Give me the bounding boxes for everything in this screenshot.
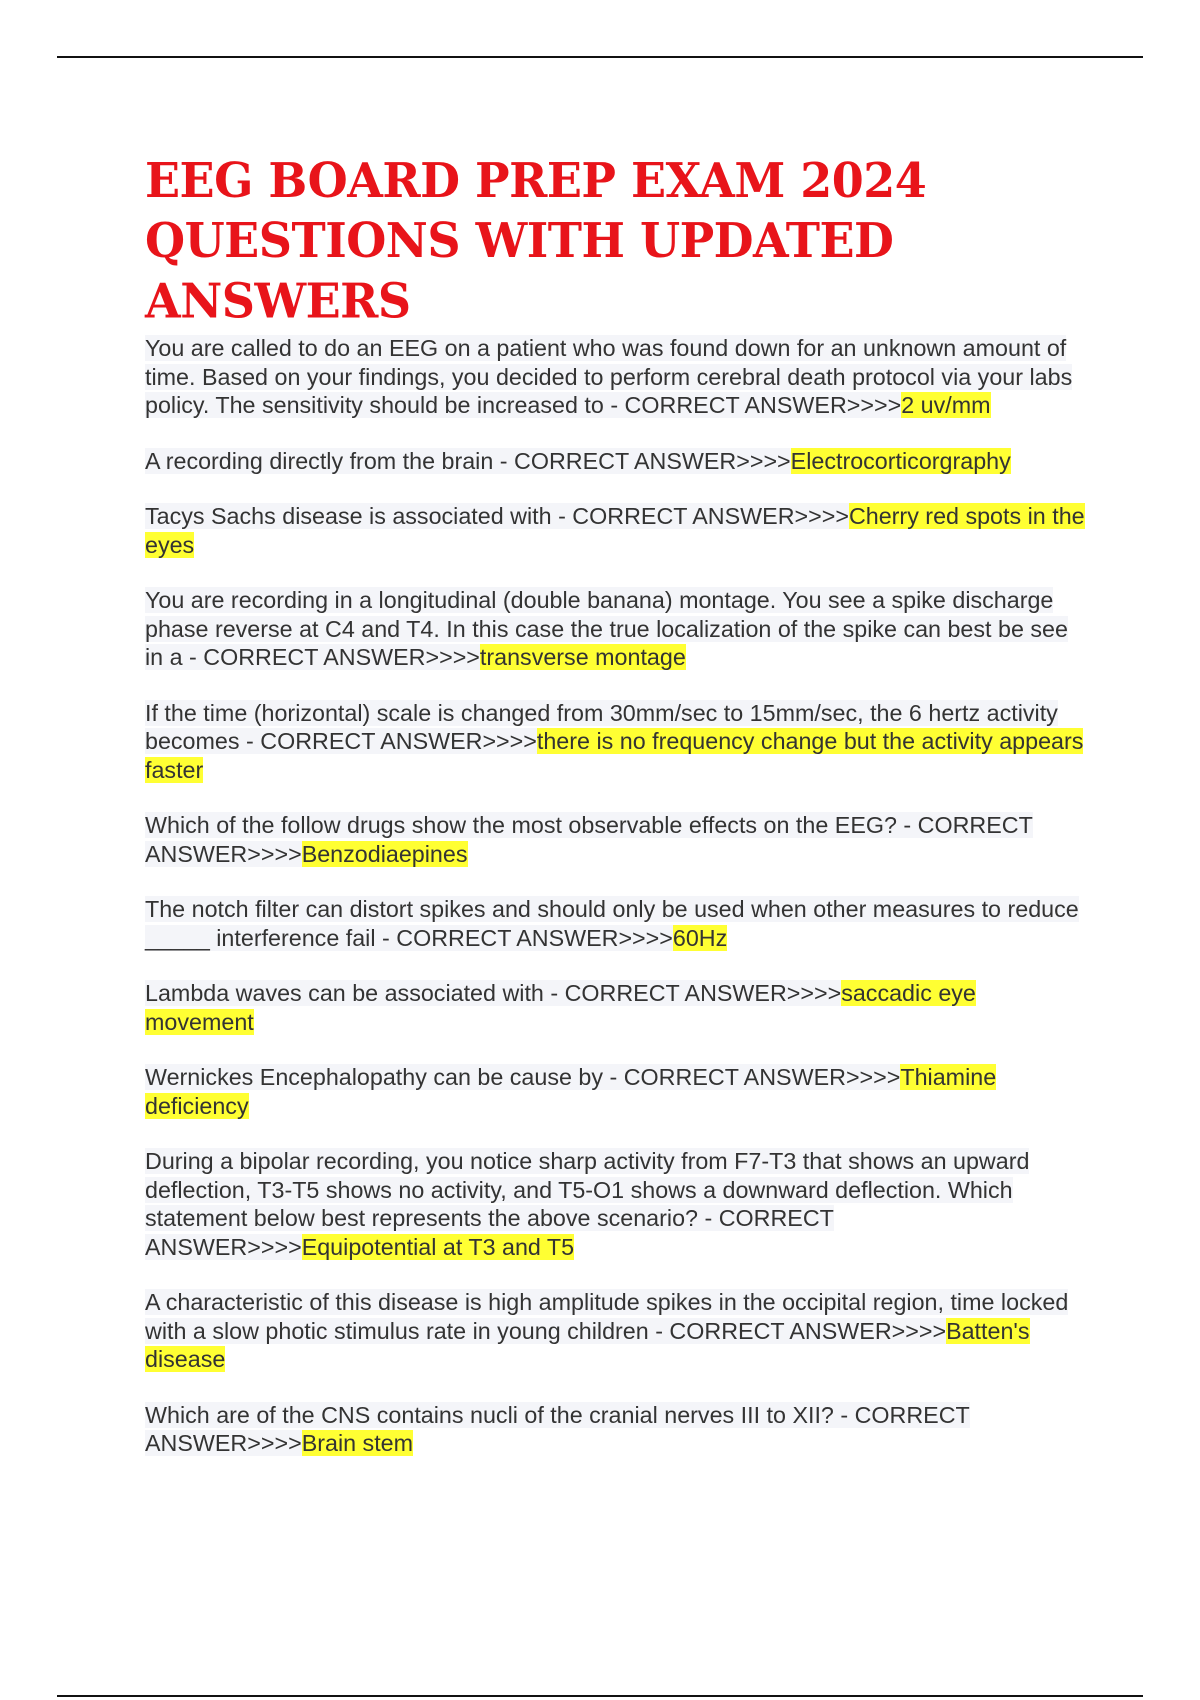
- question-text: A characteristic of this disease is high amplitude spikes in the occipital region, time locked with a slow photic stimulus rate in young children: [145, 1289, 1069, 1344]
- highlighted-answer: Benzodiaepines: [301, 840, 468, 867]
- qa-item: [145, 895, 1090, 952]
- qa-item: [145, 1288, 1090, 1374]
- qa-item: [145, 334, 1090, 420]
- question-text: Lambda waves can be associated with: [145, 980, 551, 1006]
- highlighted-answer: Batten's disease: [145, 1317, 1030, 1372]
- question-text: During a bipolar recording, you notice sharp activity from F7-T3 that shows an upward deflection, T3-T5 shows no activity, and T5-O1 shows a downward deflection. Which statement below best represents the above scenario?: [145, 1148, 1030, 1231]
- answer-marker: - CORRECT ANSWER>>>>: [558, 503, 849, 529]
- question-text: Wernickes Encephalopathy can be cause by: [145, 1064, 610, 1090]
- qa-item: [145, 586, 1090, 672]
- answer-marker: - CORRECT ANSWER>>>>: [145, 1401, 970, 1456]
- question-text: If the time (horizontal) scale is changed from 30mm/sec to 15mm/sec, the 6 hertz activity becomes: [145, 699, 1058, 754]
- qa-item: [145, 979, 1090, 1036]
- answer-marker: - CORRECT ANSWER>>>>: [610, 392, 902, 418]
- qa-item: [145, 447, 1090, 476]
- document-body: [145, 150, 1090, 1485]
- question-text: Tacys Sachs disease is associated with: [145, 503, 559, 529]
- highlighted-answer: Electrocorticorgraphy: [790, 447, 1011, 474]
- qa-item: [145, 1147, 1090, 1261]
- question-text: The notch filter can distort spikes and should only be used when other measures to reduce _____ interference fail: [145, 896, 1079, 951]
- question-text: You are recording in a longitudinal (double banana) montage. You see a spike discharge phase reverse at C4 and T4. In this case the true localization of the spike can best be see in a: [145, 587, 1068, 670]
- question-text: Which are of the CNS contains nucli of the cranial nerves III to XII?: [145, 1401, 841, 1428]
- answer-marker: - CORRECT ANSWER>>>>: [145, 1205, 834, 1260]
- answer-marker: - CORRECT ANSWER>>>>: [550, 980, 842, 1006]
- highlighted-answer: there is no frequency change but the activity appears faster: [145, 728, 1084, 783]
- qa-item: [145, 1063, 1090, 1120]
- qa-list: [145, 334, 1090, 1458]
- highlighted-answer: 2 uv/mm: [901, 392, 991, 418]
- answer-marker: - CORRECT ANSWER>>>>: [246, 728, 537, 754]
- qa-item: [145, 699, 1090, 785]
- highlighted-answer: Thiamine deficiency: [145, 1064, 997, 1119]
- answer-marker: - CORRECT ANSWER>>>>: [655, 1317, 947, 1344]
- answer-marker: - CORRECT ANSWER>>>>: [189, 644, 480, 670]
- qa-item: [145, 502, 1090, 559]
- top-rule: [57, 56, 1143, 58]
- answer-marker: - CORRECT ANSWER>>>>: [382, 924, 673, 951]
- question-text: A recording directly from the brain: [145, 447, 500, 474]
- document-title: EEG BOARD PREP EXAM 2024 QUESTIONS WITH UPDATED ANSWERS: [145, 152, 927, 329]
- answer-marker: - CORRECT ANSWER>>>>: [499, 447, 791, 474]
- highlighted-answer: Equipotential at T3 and T5: [301, 1233, 575, 1260]
- bottom-rule: [57, 1695, 1143, 1697]
- qa-item: [145, 1401, 1090, 1458]
- qa-item: [145, 811, 1090, 868]
- highlighted-answer: transverse montage: [479, 644, 686, 670]
- answer-marker: - CORRECT ANSWER>>>>: [145, 812, 1033, 867]
- highlighted-answer: Brain stem: [301, 1430, 414, 1456]
- answer-marker: - CORRECT ANSWER>>>>: [609, 1064, 901, 1090]
- question-text: Which of the follow drugs show the most observable effects on the EEG?: [145, 812, 904, 838]
- question-text: You are called to do an EEG on a patient who was found down for an unknown amount of time. Based on your findings, you decided to perform cerebral death protocol via your labs policy. The sensitivity should be increased to: [145, 335, 1073, 418]
- highlighted-answer: saccadic eye movement: [145, 980, 976, 1035]
- highlighted-answer: Cherry red spots in the eyes: [145, 503, 1085, 558]
- highlighted-answer: 60Hz: [672, 924, 728, 951]
